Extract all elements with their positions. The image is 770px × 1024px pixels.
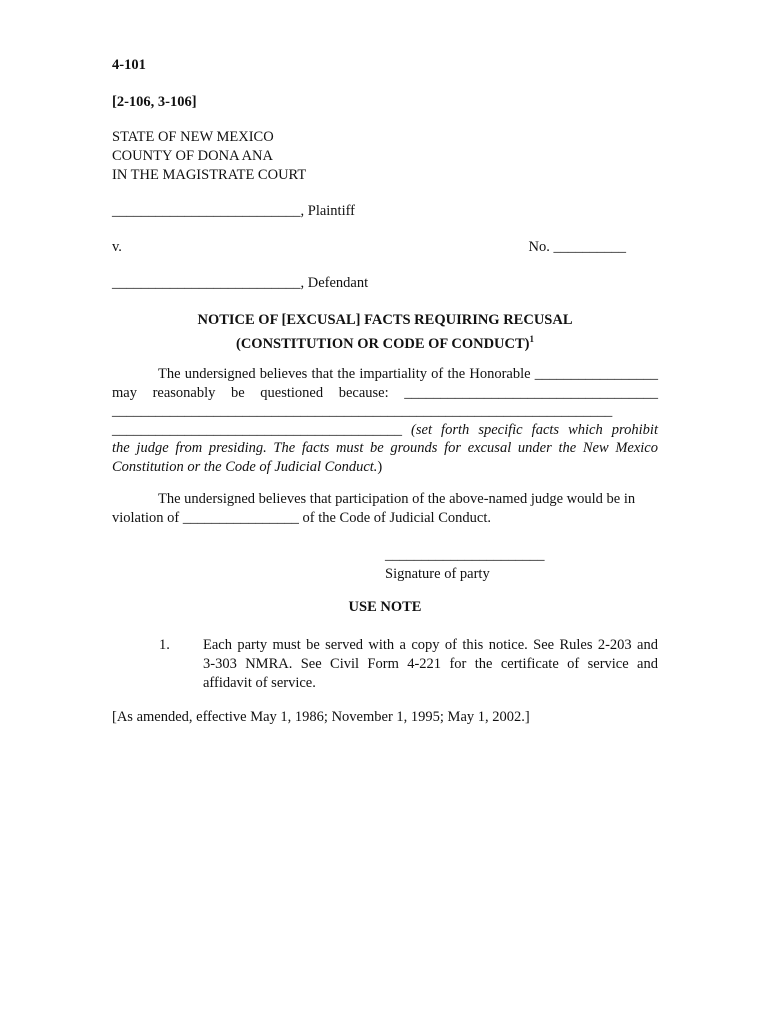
para1-line-6 bbox=[112, 458, 658, 477]
title-line-2-text: (CONSTITUTION OR CODE OF CONDUCT) bbox=[235, 335, 530, 352]
case-number-field: No. __________ bbox=[528, 239, 626, 255]
signature-block bbox=[385, 546, 545, 584]
use-note-item-number: 1. bbox=[159, 637, 170, 653]
para1-line-6-end: ) bbox=[377, 458, 383, 475]
para1-line-6-instruction: Constitution or the Code of Judicial Conduct. bbox=[112, 458, 378, 475]
para1-line-4-instruction: (set forth specific facts which prohibit bbox=[402, 421, 658, 438]
court-state: STATE OF NEW MEXICO bbox=[112, 129, 274, 145]
para1-line-5: the judge from presiding. The facts must be grounds for excusal under the New Mexico bbox=[112, 440, 658, 456]
footnote-mark: 1 bbox=[529, 334, 534, 344]
para2-line-2: violation of ________________ of the Code of Judicial Conduct. bbox=[112, 510, 491, 526]
signature-line: ______________________ bbox=[385, 547, 545, 563]
participation-paragraph bbox=[112, 490, 658, 528]
use-note-heading: USE NOTE bbox=[348, 599, 422, 615]
para1-line-4-blank: ________________________________________ bbox=[112, 421, 402, 438]
rule-references: [2-106, 3-106] bbox=[112, 94, 197, 110]
title-line-2 bbox=[112, 330, 658, 354]
versus-label: v. bbox=[112, 239, 122, 255]
court-heading bbox=[112, 128, 306, 185]
impartiality-paragraph bbox=[112, 365, 658, 476]
defendant-line: __________________________, Defendant bbox=[112, 275, 369, 291]
court-name: IN THE MAGISTRATE COURT bbox=[112, 167, 307, 183]
document-title bbox=[112, 311, 658, 354]
use-note-item-text bbox=[203, 636, 658, 693]
para1-line-3: _____________________________________________________________________ bbox=[112, 403, 613, 419]
plaintiff-line: __________________________, Plaintiff bbox=[112, 203, 356, 219]
para1-line-1: The undersigned believes that the impartiality of the Honorable _________________ bbox=[158, 366, 658, 382]
use-note-line-1: Each party must be served with a copy of this notice. See Rules 2-203 and bbox=[203, 637, 658, 653]
para2-line-1: The undersigned believes that participation of the above-named judge would be in bbox=[158, 491, 636, 507]
versus-row bbox=[112, 238, 658, 257]
para1-line-2: may reasonably be questioned because: ___________________________________ bbox=[112, 384, 658, 401]
para1-line-4 bbox=[112, 421, 658, 440]
signature-label: Signature of party bbox=[385, 566, 490, 582]
use-note-line-3: affidavit of service. bbox=[203, 675, 316, 691]
form-number: 4-101 bbox=[112, 57, 146, 73]
title-line-1: NOTICE OF [EXCUSAL] FACTS REQUIRING RECUSAL bbox=[197, 312, 573, 328]
court-county: COUNTY OF DONA ANA bbox=[112, 148, 273, 164]
amendment-history: [As amended, effective May 1, 1986; November 1, 1995; May 1, 2002.] bbox=[112, 709, 530, 725]
use-note-line-2: 3-303 NMRA. See Civil Form 4-221 for the certificate of service and bbox=[203, 656, 658, 672]
